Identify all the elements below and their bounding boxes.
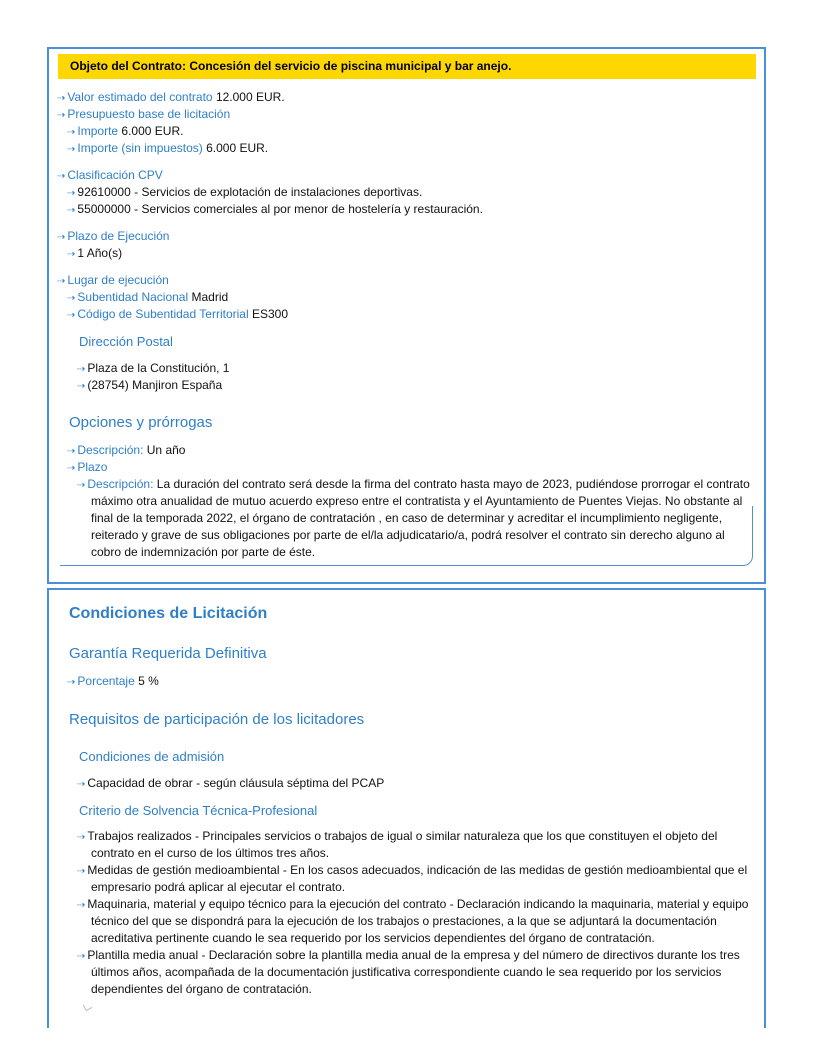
subentidad-value: Madrid (191, 290, 229, 304)
plazo-value-row (67, 245, 122, 263)
subentidad-row (67, 289, 228, 307)
importe-value: 6.000 EUR. (121, 124, 184, 138)
plazo2-label: Plazo (77, 460, 108, 474)
direccion-heading: Dirección Postal (79, 334, 173, 349)
admision-heading: Condiciones de admisión (79, 749, 225, 764)
descripcion-label: Descripción: (77, 443, 144, 457)
plazo2-row (67, 459, 107, 477)
direccion-line (77, 377, 222, 395)
direccion-line-text: Plaza de la Constitución, 1 (87, 361, 230, 375)
porcentaje-value: 5 % (138, 674, 159, 688)
arrow-icon: ⇢ (67, 446, 76, 457)
plazo-value: 1 Año(s) (77, 246, 123, 260)
plazo-desc-line: final de la temporada 2022, el órgano de contratación , en caso de determinar y acreditar el incumplimiento negligente, (91, 511, 723, 525)
cpv-item-text: 55000000 - Servicios comerciales al por menor de hostelería y restauración. (77, 202, 483, 216)
criterio-item (77, 828, 717, 846)
porcentaje-row (67, 673, 159, 691)
admision-item (77, 775, 384, 793)
importe-sin-row (67, 140, 268, 158)
criterio-item-text: Maquinaria, material y equipo técnico para la ejecución del contrato - Declaración indicando la maquinaria, material y equipo (87, 897, 749, 911)
lugar-label: Lugar de ejecución (67, 273, 169, 287)
criterio-item-cont: acreditativa pertinente cuando le sea requerido por los servicios dependientes del órgano de contratación. (91, 931, 655, 945)
arrow-icon: ⇢ (77, 951, 86, 962)
admision-item-text: Capacidad de obrar - según cláusula séptima del PCAP (87, 776, 385, 790)
arrow-icon: ⇢ (57, 110, 66, 121)
cpv-item (67, 184, 422, 202)
cpv-item (67, 201, 483, 219)
criterio-item (77, 896, 748, 914)
arrow-icon: ⇢ (67, 144, 76, 155)
importe-label: Importe (77, 124, 119, 138)
criterio-item-cont: técnico del que se dispondrá para la ejecución de los trabajos o prestaciones, a la que se adjuntará la documentación (91, 914, 717, 928)
criterio-item (77, 947, 740, 965)
importe-row (67, 123, 183, 141)
criterio-item-cont: empresario podrá aplicar al ejecutar el contrato. (91, 880, 346, 894)
criterio-item-cont: contrato en el curso de los últimos tres años. (91, 846, 330, 860)
presupuesto-label: Presupuesto base de licitación (67, 107, 231, 121)
criterio-item-cont: dependientes del órgano de contratación. (91, 982, 312, 996)
arrow-icon: ⇢ (57, 171, 66, 182)
arrow-icon: ⇢ (67, 293, 76, 304)
plazo-row (57, 228, 169, 246)
arrow-icon: ⇢ (67, 463, 76, 474)
plazo-desc-label: Descripción: (87, 477, 154, 491)
direccion-line (77, 360, 229, 378)
plazo-label: Plazo de Ejecución (67, 229, 170, 243)
plazo-desc-line (77, 476, 750, 494)
valor-value: 12.000 EUR. (215, 90, 285, 104)
garantia-heading: Garantía Requerida Definitiva (69, 645, 267, 662)
arrow-icon: ⇢ (57, 276, 66, 287)
codigo-label: Código de Subentidad Territorial (77, 307, 249, 321)
codigo-value: ES300 (251, 307, 288, 321)
cpv-row (57, 167, 163, 185)
cpv-label: Clasificación CPV (67, 168, 163, 182)
presupuesto-row (57, 106, 230, 124)
opciones-heading: Opciones y prórrogas (69, 414, 213, 431)
arrow-icon: ⇢ (57, 232, 66, 243)
arrow-icon: ⇢ (67, 310, 76, 321)
condiciones-heading: Condiciones de Licitación (69, 605, 268, 622)
arrow-icon: ⇢ (67, 249, 76, 260)
arrow-icon: ⇢ (67, 205, 76, 216)
arrow-icon: ⇢ (67, 677, 76, 688)
arrow-icon: ⇢ (67, 188, 76, 199)
porcentaje-label: Porcentaje (77, 674, 135, 688)
plazo-desc-text: La duración del contrato será desde la firma del contrato hasta mayo de 2023, pudiéndose prorrogar el contrato (156, 477, 750, 491)
valor-label: Valor estimado del contrato (67, 90, 213, 104)
arrow-icon: ⇢ (67, 127, 76, 138)
cpv-item-text: 92610000 - Servicios de explotación de instalaciones deportivas. (77, 185, 423, 199)
arrow-icon: ⇢ (77, 364, 86, 375)
objeto-banner: Objeto del Contrato: Concesión del servicio de piscina municipal y bar anejo. (58, 54, 756, 79)
arrow-icon: ⇢ (77, 779, 86, 790)
codigo-row (67, 306, 288, 324)
subentidad-label: Subentidad Nacional (77, 290, 189, 304)
plazo-desc-line: reiterado y grave de sus obligaciones por parte de el/la adjudicatario/a, podrá resolver el contrato sin derecho alguno al (91, 528, 725, 542)
plazo-desc-line: máximo otra anualidad de mutuo acuerdo expreso entre el contratista y el Ayuntamiento de Puentes Viejas. No obstante al (91, 494, 743, 508)
plazo-desc-line: cobro de indemnización por parte de éste. (91, 545, 316, 559)
arrow-icon: ⇢ (77, 381, 86, 392)
lugar-row (57, 272, 169, 290)
arrow-icon: ⇢ (57, 93, 66, 104)
criterio-heading: Criterio de Solvencia Técnica-Profesional (79, 803, 318, 818)
criterio-item-cont: últimos años, acompañada de la documentación justificativa correspondiente cuando le sea requerido por los servicios (91, 965, 722, 979)
descripcion-row (67, 442, 185, 460)
arrow-icon: ⇢ (77, 866, 86, 877)
criterio-item-text: Plantilla media anual - Declaración sobre la plantilla media anual de la empresa y del número de directivos durante los tres (87, 948, 740, 962)
criterio-item (77, 862, 747, 880)
requisitos-heading: Requisitos de participación de los licitadores (69, 711, 365, 728)
arrow-icon: ⇢ (77, 832, 86, 843)
criterio-item-text: Trabajos realizados - Principales servicios o trabajos de igual o similar naturaleza que los que constituyen el objeto del (87, 829, 718, 843)
criterio-item-text: Medidas de gestión medioambiental - En los casos adecuados, indicación de las medidas de gestión medioambiental que el (87, 863, 748, 877)
importe-sin-label: Importe (sin impuestos) (77, 141, 203, 155)
direccion-line-text: (28754) Manjiron España (87, 378, 223, 392)
valor-row (57, 89, 285, 107)
arrow-icon: ⇢ (77, 900, 86, 911)
importe-sin-value: 6.000 EUR. (206, 141, 269, 155)
arrow-icon: ⇢ (77, 480, 86, 491)
descripcion-value: Un año (146, 443, 186, 457)
